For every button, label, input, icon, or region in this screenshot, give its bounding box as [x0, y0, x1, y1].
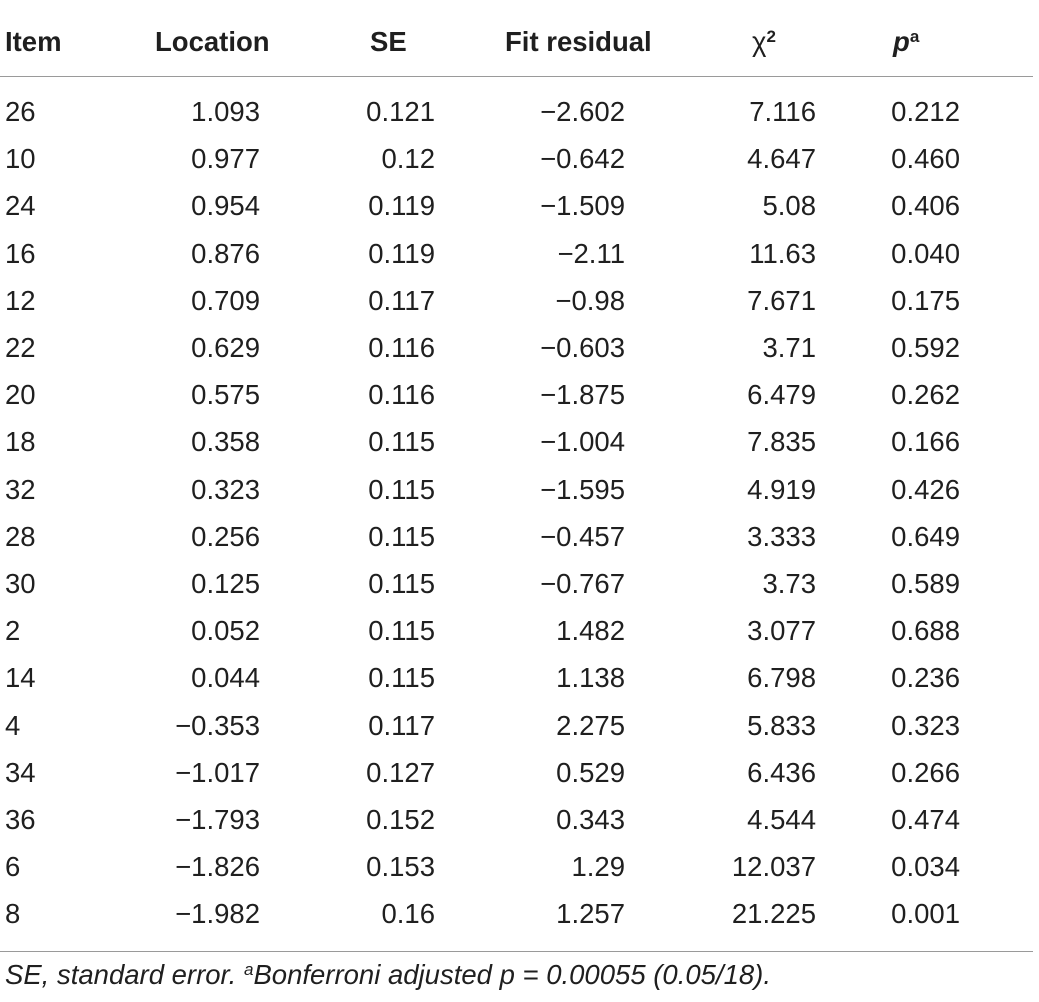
cell-item: 34 — [5, 756, 36, 788]
cell-fit-residual: 1.29 — [571, 851, 625, 883]
cell-item: 12 — [5, 284, 36, 316]
chi-symbol: χ — [752, 26, 767, 57]
cell-se: 0.119 — [368, 190, 435, 222]
cell-chi-square: 4.919 — [747, 473, 816, 505]
cell-p: 0.406 — [891, 190, 960, 222]
cell-item: 26 — [5, 96, 36, 127]
cell-fit-residual: −0.767 — [540, 568, 625, 599]
cell-se: 0.116 — [368, 332, 435, 363]
cell-chi-square: 3.333 — [747, 520, 816, 552]
p-superscript: a — [909, 26, 920, 46]
table-row — [0, 277, 1039, 324]
cell-chi-square: 12.037 — [731, 851, 816, 883]
cell-chi-square: 5.833 — [747, 709, 816, 741]
cell-location: 0.977 — [191, 143, 260, 175]
header-fit-residual: Fit residual — [505, 26, 652, 57]
cell-chi-square: 11.63 — [749, 237, 816, 269]
cell-p: 0.175 — [891, 284, 960, 316]
cell-se: 0.12 — [381, 143, 435, 175]
cell-item: 8 — [5, 898, 21, 930]
cell-item: 36 — [5, 804, 36, 835]
cell-location: −1.826 — [175, 851, 260, 883]
table-row — [0, 230, 1039, 277]
cell-fit-residual: 1.482 — [556, 615, 625, 647]
table-row — [0, 796, 1039, 843]
table-row — [0, 560, 1039, 607]
cell-se: 0.116 — [368, 379, 435, 411]
cell-location: 0.256 — [191, 520, 260, 552]
cell-location: 0.709 — [191, 284, 260, 316]
header-se: SE — [370, 26, 407, 57]
cell-p: 0.034 — [891, 851, 960, 883]
cell-location: −1.793 — [175, 804, 260, 835]
cell-p: 0.649 — [891, 520, 960, 552]
table-row — [0, 654, 1039, 701]
cell-fit-residual: 1.138 — [556, 662, 625, 694]
cell-p: 0.266 — [891, 756, 960, 788]
cell-location: 0.323 — [191, 473, 260, 505]
header-item: Item — [5, 26, 62, 57]
cell-item: 22 — [5, 332, 36, 363]
cell-p: 0.236 — [891, 662, 960, 694]
cell-location: −1.017 — [175, 756, 260, 788]
cell-chi-square: 6.798 — [747, 662, 816, 694]
cell-item: 10 — [5, 143, 36, 175]
cell-se: 0.115 — [368, 615, 435, 647]
footnote-superscript: a — [243, 959, 254, 979]
cell-p: 0.262 — [891, 379, 960, 411]
cell-fit-residual: 0.529 — [556, 756, 625, 788]
cell-fit-residual: 0.343 — [556, 804, 625, 835]
table-row — [0, 371, 1039, 418]
cell-p: 0.426 — [891, 473, 960, 505]
cell-p: 0.589 — [891, 568, 960, 599]
cell-location: 0.358 — [191, 426, 260, 458]
table-row — [0, 182, 1039, 229]
cell-item: 20 — [5, 379, 36, 411]
cell-p: 0.212 — [891, 96, 960, 127]
table-row — [0, 749, 1039, 796]
cell-se: 0.153 — [366, 851, 435, 883]
table-header-row — [0, 18, 1039, 65]
cell-location: 1.093 — [191, 96, 260, 127]
cell-chi-square: 3.73 — [762, 568, 816, 599]
cell-p: 0.166 — [891, 426, 960, 458]
cell-chi-square: 6.479 — [747, 379, 816, 411]
cell-item: 30 — [5, 568, 36, 599]
cell-fit-residual: −1.509 — [540, 190, 625, 222]
table-row — [0, 607, 1039, 654]
table-row — [0, 466, 1039, 513]
footnote-text: SE, standard error. — [5, 959, 244, 990]
cell-chi-square: 7.671 — [747, 284, 816, 316]
chi-superscript: 2 — [766, 26, 776, 46]
header-location: Location — [155, 26, 270, 57]
table-row — [0, 513, 1039, 560]
cell-item: 4 — [5, 709, 21, 741]
cell-location: 0.876 — [191, 237, 260, 269]
cell-fit-residual: −0.457 — [540, 520, 625, 552]
cell-se: 0.152 — [366, 804, 435, 835]
cell-se: 0.115 — [368, 520, 435, 552]
cell-location: −1.982 — [175, 898, 260, 930]
cell-fit-residual: −2.602 — [540, 96, 625, 127]
cell-se: 0.115 — [368, 426, 435, 458]
cell-se: 0.117 — [368, 709, 435, 741]
cell-se: 0.119 — [368, 237, 435, 269]
cell-se: 0.115 — [368, 568, 435, 599]
cell-location: 0.052 — [191, 615, 260, 647]
cell-chi-square: 7.835 — [747, 426, 816, 458]
table-footnote — [5, 953, 771, 997]
cell-fit-residual: −0.98 — [555, 284, 625, 316]
cell-p: 0.592 — [891, 332, 960, 363]
cell-p: 0.460 — [891, 143, 960, 175]
cell-item: 28 — [5, 520, 36, 552]
cell-item: 16 — [5, 237, 36, 269]
table-row — [0, 890, 1039, 937]
footnote-text-after: Bonferroni adjusted p = 0.00055 (0.05/18). — [253, 959, 771, 990]
cell-se: 0.127 — [366, 756, 435, 788]
cell-se: 0.115 — [368, 662, 435, 694]
cell-fit-residual: −0.642 — [540, 143, 625, 175]
cell-p: 0.474 — [891, 804, 960, 835]
cell-location: 0.044 — [191, 662, 260, 694]
cell-chi-square: 4.544 — [747, 804, 816, 835]
footer-divider — [0, 951, 1033, 952]
cell-item: 2 — [5, 615, 21, 647]
table-row — [0, 702, 1039, 749]
cell-se: 0.117 — [368, 284, 435, 316]
cell-fit-residual: −1.595 — [540, 473, 625, 505]
cell-item: 18 — [5, 426, 36, 458]
p-symbol: p — [893, 26, 910, 57]
cell-item: 24 — [5, 190, 36, 222]
cell-p: 0.688 — [891, 615, 960, 647]
cell-p: 0.323 — [891, 709, 960, 741]
table-row — [0, 135, 1039, 182]
cell-chi-square: 7.116 — [749, 96, 816, 127]
cell-se: 0.121 — [366, 96, 435, 127]
cell-fit-residual: −1.004 — [540, 426, 625, 458]
cell-location: 0.629 — [191, 332, 260, 363]
cell-item: 6 — [5, 851, 21, 883]
cell-fit-residual: −1.875 — [540, 379, 625, 411]
cell-chi-square: 5.08 — [762, 190, 816, 222]
cell-fit-residual: −0.603 — [540, 332, 625, 363]
cell-fit-residual: −2.11 — [557, 237, 625, 269]
cell-chi-square: 3.71 — [762, 332, 816, 363]
cell-location: 0.125 — [191, 568, 260, 599]
cell-fit-residual: 1.257 — [556, 898, 625, 930]
cell-location: −0.353 — [175, 709, 260, 741]
cell-chi-square: 4.647 — [747, 143, 816, 175]
cell-se: 0.115 — [368, 473, 435, 505]
header-divider — [0, 76, 1033, 77]
cell-location: 0.954 — [191, 190, 260, 222]
table-row — [0, 324, 1039, 371]
cell-item: 32 — [5, 473, 36, 505]
cell-p: 0.001 — [891, 898, 960, 930]
cell-chi-square: 21.225 — [731, 898, 816, 930]
table-row — [0, 418, 1039, 465]
table-row — [0, 843, 1039, 890]
cell-chi-square: 6.436 — [747, 756, 816, 788]
header-chi-square — [752, 18, 776, 65]
cell-fit-residual: 2.275 — [556, 709, 625, 741]
cell-location: 0.575 — [191, 379, 260, 411]
cell-item: 14 — [5, 662, 36, 694]
table-row — [0, 88, 1039, 135]
cell-p: 0.040 — [891, 237, 960, 269]
header-p — [893, 18, 919, 65]
cell-chi-square: 3.077 — [747, 615, 816, 647]
cell-se: 0.16 — [381, 898, 435, 930]
